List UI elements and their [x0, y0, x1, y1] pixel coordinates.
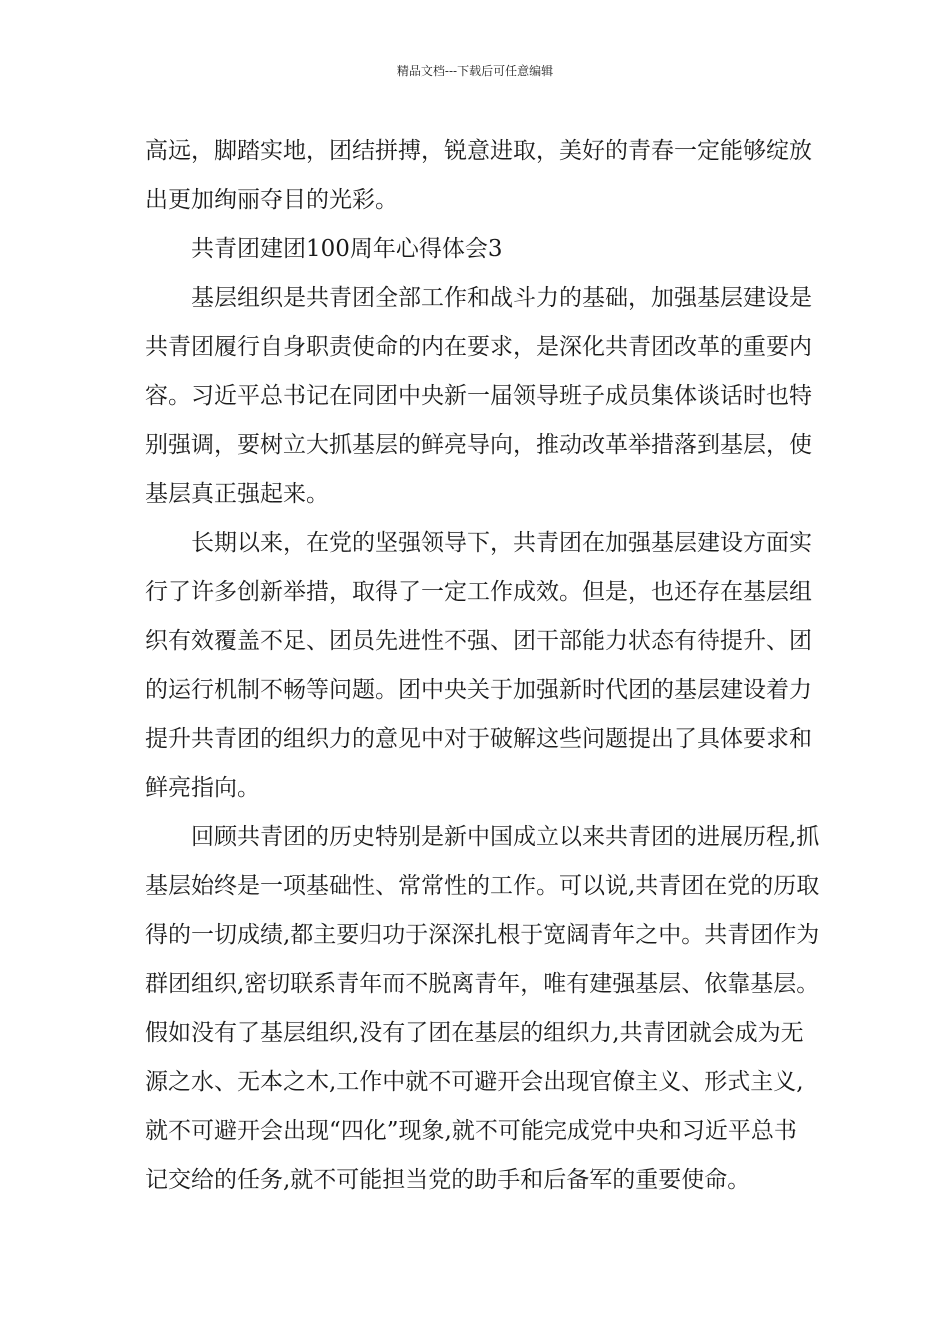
- text-line: 假如没有了基层组织,没有了团在基层的组织力,共青团就会成为无: [145, 1020, 804, 1046]
- text-line: 共青团建团100周年心得体会3: [191, 236, 503, 262]
- text-line: 基层组织是共青团全部工作和战斗力的基础，加强基层建设是: [191, 285, 812, 311]
- paragraph-continuation: [145, 127, 810, 225]
- text-line: 回顾共青团的历史特别是新中国成立以来共青团的进展历程,抓: [191, 824, 820, 850]
- text-line: 源之水、无本之木,工作中就不可避开会出现官僚主义、形式主义,: [145, 1069, 804, 1095]
- paragraph: [145, 813, 820, 1205]
- text-line: 基层始终是一项基础性、常常性的工作。可以说,共青团在党的历取: [145, 873, 820, 899]
- text-line: 鲜亮指向。: [145, 775, 260, 801]
- section-title: [145, 225, 810, 274]
- text-line: 织有效覆盖不足、团员先进性不强、团干部能力状态有待提升、团: [145, 628, 812, 654]
- text-line: 出更加绚丽夺目的光彩。: [145, 187, 398, 213]
- text-line: 基层真正强起来。: [145, 481, 329, 507]
- text-line: 记交给的任务,就不可能担当党的助手和后备军的重要使命。: [145, 1167, 751, 1193]
- text-line: 的运行机制不畅等问题。团中央关于加强新时代团的基层建设着力: [145, 677, 812, 703]
- page-header: 精品文档---下载后可任意编辑: [396, 64, 554, 78]
- text-line: 容。习近平总书记在同团中央新一届领导班子成员集体谈话时也特: [145, 383, 812, 409]
- text-line: 长期以来，在党的坚强领导下，共青团在加强基层建设方面实: [191, 530, 812, 556]
- text-line: 提升共青团的组织力的意见中对于破解这些问题提出了具体要求和: [145, 726, 812, 752]
- text-line: 群团组织,密切联系青年而不脱离青年，唯有建强基层、依靠基层。: [145, 971, 820, 997]
- text-line: 别强调，要树立大抓基层的鲜亮导向，推动改革举措落到基层，使: [145, 432, 812, 458]
- paragraph: [145, 274, 810, 519]
- text-line: 高远，脚踏实地，团结拼搏，锐意进取，美好的青春一定能够绽放: [145, 138, 812, 164]
- document-body: [145, 127, 820, 1205]
- text-line: 行了许多创新举措，取得了一定工作成效。但是，也还存在基层组: [145, 579, 812, 605]
- text-line: 就不可避开会出现“四化”现象,就不可能完成党中央和习近平总书: [145, 1118, 797, 1144]
- paragraph: [145, 519, 810, 813]
- text-line: 得的一切成绩,都主要归功于深深扎根于宽阔青年之中。共青团作为: [145, 922, 820, 948]
- text-line: 共青团履行自身职责使命的内在要求，是深化共青团改革的重要内: [145, 334, 812, 360]
